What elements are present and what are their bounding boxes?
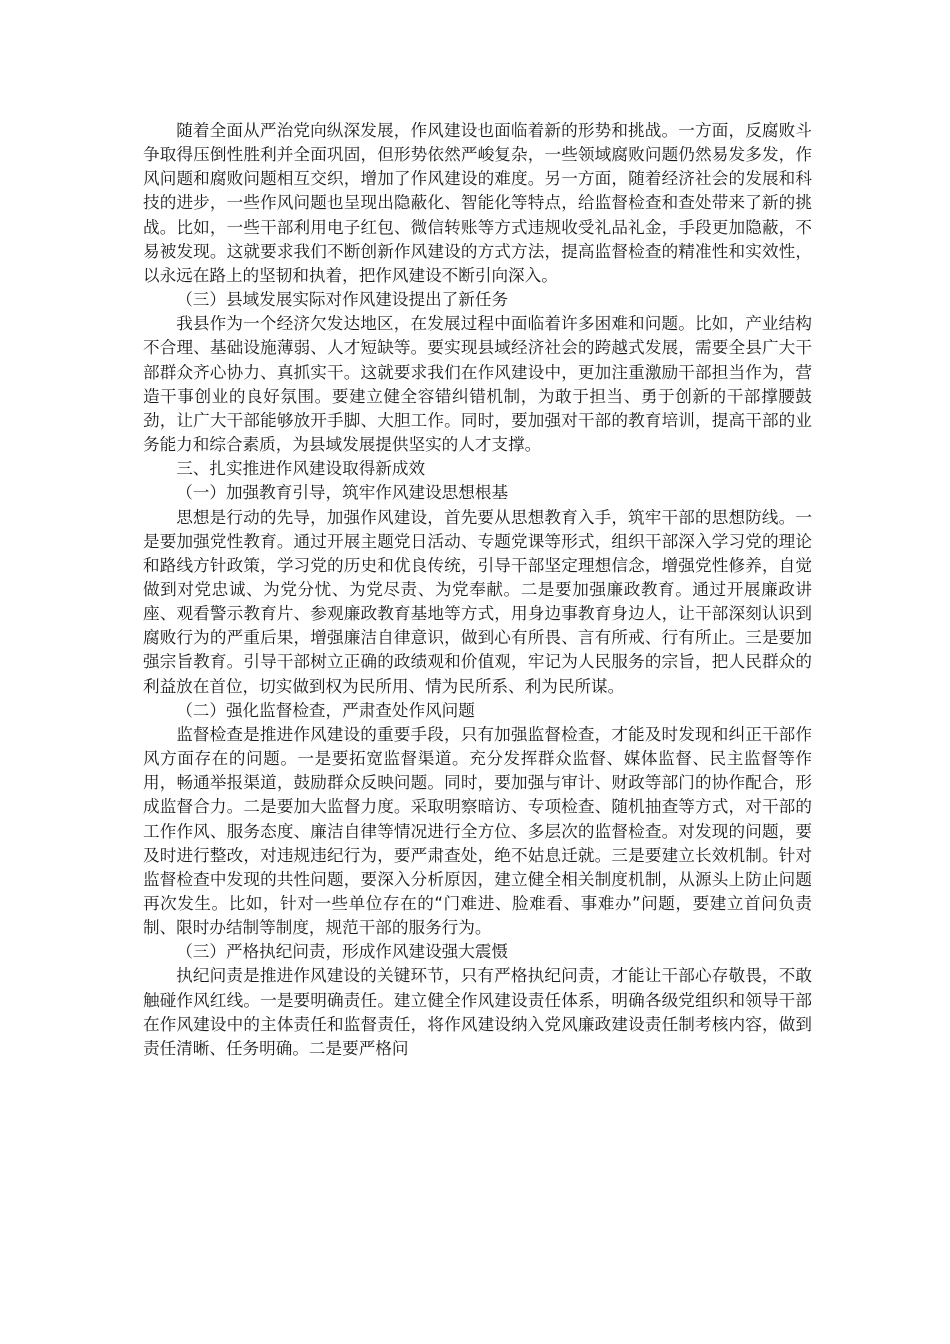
paragraph-new-situation: 随着全面从严治党向纵深发展，作风建设也面临着新的形势和挑战。一方面，反腐败斗争取得压倒性胜利并全面巩固，但形势依然严峻复杂，一些领域腐败问题仍然易发多发，作风问题和腐败问题相互交织，增加了作风建设的难度。另一方面，随着经济社会的发展和科技的进步，一些作风问题也呈现出隐蔽化、智能化等特点，给监督检查和查处带来了新的挑战。比如，一些干部利用电子红包、微信转账等方式违规收受礼品礼金，手段更加隐蔽，不易被发现。这就要求我们不断创新作风建设的方式方法，提高监督检查的精准性和实效性，以永远在路上的坚韧和执着，把作风建设不断引向深入。 (143, 121, 812, 285)
paragraph-accountability: 执纪问责是推进作风建设的关键环节，只有严格执纪问责，才能让干部心存敬畏，不敢触碰作风红线。一是要明确责任。建立健全作风建设责任体系，明确各级党组织和领导干部在作风建设中的主体责任和监督责任，将作风建设纳入党风廉政建设责任制考核内容，做到责任清晰、任务明确。二是要严格问 (143, 966, 812, 1058)
subheading-education: （一）加强教育引导，筑牢作风建设思想根基 (176, 483, 509, 503)
paragraph-education: 思想是行动的先导，加强作风建设，首先要从思想教育入手，筑牢干部的思想防线。一是要加强党性教育。通过开展主题党日活动、专题党课等形式，组织干部深入学习党的理论和路线方针政策，学习党的历史和优良传统，引导干部坚定理想信念，增强党性修养，自觉做到对党忠诚、为党分忧、为党尽责、为党奉献。二是要加强廉政教育。通过开展廉政讲座、观看警示教育片、参观廉政教育基地等方式，用身边事教育身边人，让干部深刻认识到腐败行为的严重后果，增强廉洁自律意识，做到心有所畏、言有所戒、行有所止。三是要加强宗旨教育。引导干部树立正确的政绩观和价值观，牢记为人民服务的宗旨，把人民群众的利益放在首位，切实做到权为民所用、情为民所系、利为民所谋。 (143, 507, 812, 696)
subheading-county-development: （三）县域发展实际对作风建设提出了新任务 (176, 290, 509, 310)
subheading-supervision: （二）强化监督检查，严肃查处作风问题 (176, 700, 475, 720)
subheading-accountability: （三）严格执纪问责，形成作风建设强大震慑 (176, 942, 509, 962)
section-heading-three: 三、扎实推进作风建设取得新成效 (176, 459, 426, 479)
paragraph-supervision: 监督检查是推进作风建设的重要手段，只有加强监督检查，才能及时发现和纠正干部作风方面存在的问题。一是要拓宽监督渠道。充分发挥群众监督、媒体监督、民主监督等作用，畅通举报渠道，鼓励群众反映问题。同时，要加强与审计、财政等部门的协作配合，形成监督合力。二是要加大监督力度。采取明察暗访、专项检查、随机抽查等方式，对干部的工作作风、服务态度、廉洁自律等情况进行全方位、多层次的监督检查。对发现的问题，要及时进行整改，对违规违纪行为，要严肃查处，绝不姑息迁就。三是要建立长效机制。针对监督检查中发现的共性问题，要深入分析原因，建立健全相关制度机制，从源头上防止问题再次发生。比如，针对一些单位存在的“门难进、脸难看、事难办”问题，要建立首问负责制、限时办结制等制度，规范干部的服务行为。 (143, 724, 812, 938)
paragraph-county-development: 我县作为一个经济欠发达地区，在发展过程中面临着许多困难和问题。比如，产业结构不合理、基础设施薄弱、人才短缺等。要实现县域经济社会的跨越式发展，需要全县广大干部群众齐心协力、真抓实干。这就要求我们在作风建设中，更加注重激励干部担当作为，营造干事创业的良好氛围。要建立健全容错纠错机制，为敢于担当、勇于创新的干部撑腰鼓劲，让广大干部能够放开手脚、大胆工作。同时，要加强对干部的教育培训，提高干部的业务能力和综合素质，为县域发展提供坚实的人才支撑。 (143, 314, 812, 455)
